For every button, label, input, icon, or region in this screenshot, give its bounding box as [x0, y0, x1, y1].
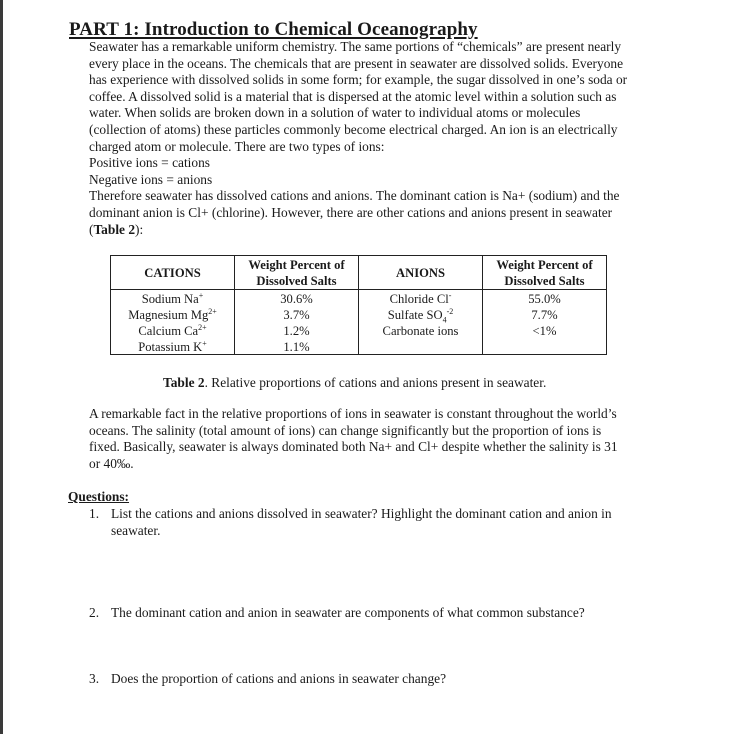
header-cation-weight-line2: Dissolved Salts	[256, 273, 337, 288]
question-line: Does the proportion of cations and anions in seawater change?	[111, 671, 447, 686]
intro-line: charged atom or molecule. There are two types of ions:	[89, 138, 385, 154]
cation-charge: +	[202, 338, 207, 348]
intro-line: water. When solids are broken down in a solution of water to individual atoms or molecules	[89, 105, 581, 121]
questions-heading: Questions:	[68, 489, 130, 504]
header-anion-weight-line1: Weight Percent of	[496, 257, 593, 272]
cation-percent-cell: 1.2%	[235, 322, 359, 338]
table-row	[111, 290, 607, 307]
table-row	[111, 322, 607, 338]
anion-cell	[359, 338, 483, 355]
table-row	[111, 306, 607, 322]
anion-percent-cell: 7.7%	[483, 306, 607, 322]
anion-percent-cell	[483, 338, 607, 355]
caption-text: . Relative proportions of cations and anions present in seawater.	[204, 375, 547, 390]
cation-cell	[111, 338, 235, 355]
intro-paragraph	[89, 39, 674, 238]
fact-line: A remarkable fact in the relative proportions of ions in seawater is constant throughout the world’s	[89, 406, 617, 421]
ions-table-container	[110, 255, 607, 355]
cation-charge: 2+	[208, 306, 217, 316]
header-cation-weight-line1: Weight Percent of	[248, 257, 345, 272]
question-text	[111, 671, 446, 688]
question-text	[111, 605, 585, 622]
caption-label: Table 2	[163, 375, 205, 390]
fact-line: fixed. Basically, seawater is always dominated both Na+ and Cl+ despite whether the salinity is 31	[89, 439, 618, 455]
header-cations: CATIONS	[111, 256, 235, 290]
fact-paragraph	[89, 406, 674, 472]
intro-line: has experience with dissolved solids in some form; for example, the sugar dissolved in one’s soda or	[89, 72, 628, 88]
header-cation-weight	[235, 256, 359, 290]
header-anion-weight-line2: Dissolved Salts	[504, 273, 585, 288]
header-anion-weight	[483, 256, 607, 290]
anion-cell	[359, 290, 483, 307]
cation-cell	[111, 306, 235, 322]
fact-line: or 40‰.	[89, 455, 134, 471]
header-anions: ANIONS	[359, 256, 483, 290]
cation-cell	[111, 322, 235, 338]
page-title: PART 1: Introduction to Chemical Oceanography	[69, 19, 478, 40]
intro-line: Therefore seawater has dissolved cations and anions. The dominant cation is Na+ (sodium) and the	[89, 188, 620, 204]
question-number: 2.	[89, 605, 100, 620]
intro-line: Seawater has a remarkable uniform chemistry. The same portions of “chemicals” are present nearly	[89, 39, 622, 54]
anion-percent-cell: 55.0%	[483, 290, 607, 307]
anion-cell	[359, 306, 483, 325]
question-number: 1.	[89, 506, 100, 521]
anion-subscript: 4	[442, 315, 447, 325]
intro-line: (collection of atoms) these particles commonly become electrical charged. An ion is an electrically	[89, 121, 618, 137]
intro-line: every place in the oceans. The chemicals that are present in seawater are dissolved solids. Everyone	[89, 55, 624, 71]
table-caption	[163, 375, 546, 391]
question-number: 3.	[89, 671, 100, 686]
negative-ions-line: Negative ions = anions	[89, 171, 213, 187]
ions-table	[110, 255, 607, 355]
cation-cell	[111, 290, 235, 307]
paren-open: (	[89, 221, 94, 237]
cation-charge: 2+	[198, 322, 207, 332]
cation-percent-cell: 3.7%	[235, 306, 359, 322]
cation-name: Sodium Na	[141, 291, 199, 306]
question-text	[111, 506, 612, 539]
anion-percent-cell: <1%	[483, 322, 607, 338]
cation-charge: +	[198, 290, 204, 300]
intro-line: coffee. A dissolved solid is a material that is dispersed at the atomic level within a solution such as	[89, 88, 617, 104]
question-line: List the cations and anions dissolved in seawater? Highlight the dominant cation and anion in	[111, 506, 612, 521]
table-reference-bold: Table 2	[93, 221, 136, 237]
intro-table-reference	[89, 222, 674, 239]
question-line: seawater.	[111, 522, 161, 538]
table-header-row	[111, 256, 607, 290]
intro-line: dominant anion is Cl+ (chlorine). However, there are other cations and anions present in seawater	[89, 204, 613, 220]
cation-name: Calcium Ca	[138, 323, 199, 338]
cation-percent-cell: 30.6%	[235, 290, 359, 307]
fact-line: oceans. The salinity (total amount of ions) can change significantly but the proportion of ions is	[89, 422, 602, 438]
cation-name: Potassium K	[138, 339, 203, 354]
anion-name: Carbonate ions	[382, 323, 459, 338]
anion-charge: -2	[446, 306, 454, 316]
table-row	[111, 338, 607, 355]
anion-charge: -	[448, 290, 452, 300]
cation-percent-cell: 1.1%	[235, 338, 359, 355]
anion-name: Sulfate SO	[387, 307, 443, 322]
anion-name: Chloride Cl	[389, 291, 449, 306]
anion-cell	[359, 322, 483, 338]
cation-name: Magnesium Mg	[128, 307, 209, 322]
question-line: The dominant cation and anion in seawater are components of what common substance?	[111, 605, 585, 620]
positive-ions-line: Positive ions = cations	[89, 155, 210, 171]
paren-close: ):	[135, 221, 144, 237]
